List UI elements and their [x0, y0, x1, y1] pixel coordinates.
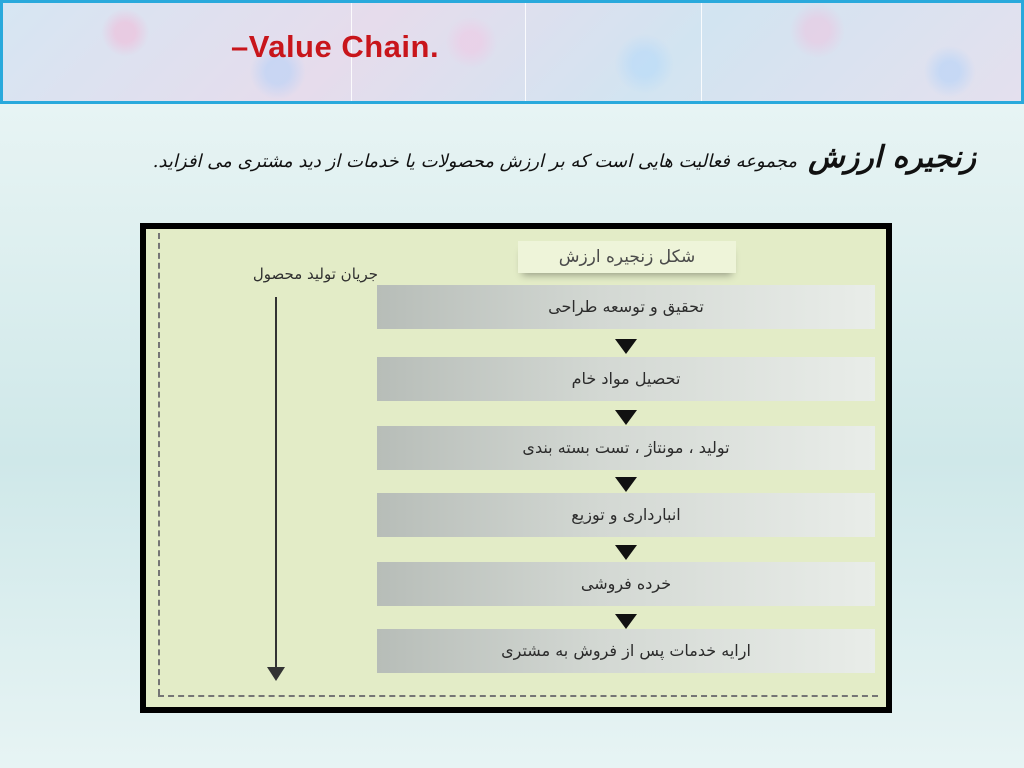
- chain-step-raw-materials: تحصیل مواد خام: [377, 357, 875, 401]
- chain-step-research: تحقیق و توسعه طراحی: [377, 285, 875, 329]
- chain-step-production: تولید ، مونتاژ ، تست بسته بندی: [377, 426, 875, 470]
- chain-step-distribution: انبارداری و توزیع: [377, 493, 875, 537]
- value-chain-figure: [140, 223, 892, 713]
- flow-line: [275, 297, 277, 671]
- chain-step-after-sales: ارایه خدمات پس از فروش به مشتری: [377, 629, 875, 673]
- down-arrow-icon: [267, 667, 285, 681]
- down-arrow-icon: [615, 545, 637, 560]
- figure-title: شکل زنجیره ارزش: [518, 241, 736, 273]
- definition-line: [26, 140, 976, 175]
- definition-term: زنجیره ارزش: [808, 140, 976, 175]
- definition-description: مجموعه فعالیت هایی است که بر ارزش محصولات یا خدمات از دید مشتری می افزاید.: [152, 151, 797, 172]
- chain-step-retail: خرده فروشی: [377, 562, 875, 606]
- down-arrow-icon: [615, 614, 637, 629]
- flow-label: جریان تولید محصول: [252, 265, 378, 283]
- down-arrow-icon: [615, 410, 637, 425]
- down-arrow-icon: [615, 477, 637, 492]
- header-divider: [701, 3, 702, 101]
- page-title: –Value Chain.: [231, 29, 440, 64]
- header-divider: [525, 3, 526, 101]
- dashed-border-bottom: [158, 695, 878, 697]
- figure-panel: [146, 229, 886, 707]
- header-band: [0, 0, 1024, 104]
- dashed-border-left: [158, 233, 160, 695]
- down-arrow-icon: [615, 339, 637, 354]
